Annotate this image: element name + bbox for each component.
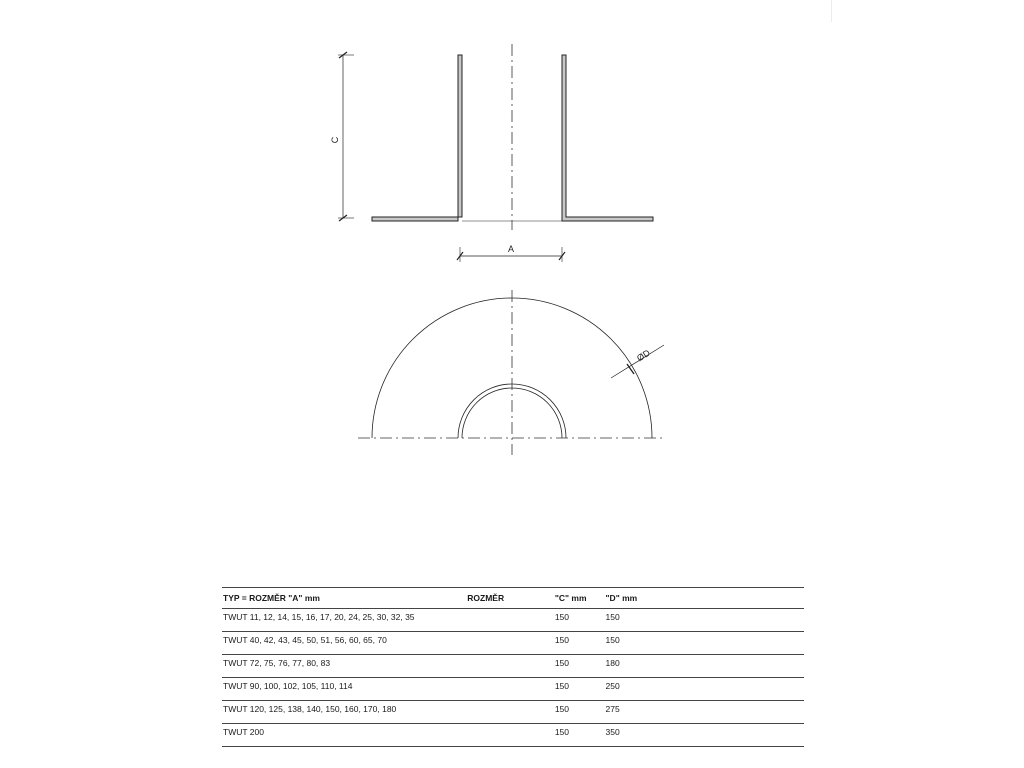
cell-rozmer — [466, 632, 554, 655]
cell-rozmer — [466, 655, 554, 678]
header-rozmer: ROZMĚR — [466, 588, 554, 609]
sleeve-profile — [372, 55, 462, 221]
cell-c: 150 — [554, 701, 605, 724]
sleeve-profile-right — [562, 55, 653, 221]
table-row — [222, 609, 804, 632]
cell-typ: TWUT 200 — [222, 724, 466, 747]
cell-typ: TWUT 72, 75, 76, 77, 80, 83 — [222, 655, 466, 678]
cell-d: 275 — [605, 701, 804, 724]
cell-rozmer — [466, 701, 554, 724]
header-c: "C" mm — [554, 588, 605, 609]
table-row — [222, 655, 804, 678]
cell-d: 250 — [605, 678, 804, 701]
dimension-table — [222, 587, 804, 747]
dim-d-label: ØD — [635, 347, 652, 364]
cell-rozmer — [466, 724, 554, 747]
table-row — [222, 632, 804, 655]
header-typ: TYP = ROZMĚR "A" mm — [222, 588, 466, 609]
table-header-row — [222, 588, 804, 609]
side-view — [330, 44, 653, 262]
dimension-c — [330, 52, 354, 221]
cell-typ: TWUT 90, 100, 102, 105, 110, 114 — [222, 678, 466, 701]
cell-c: 150 — [554, 609, 605, 632]
cell-c: 150 — [554, 724, 605, 747]
cell-typ: TWUT 120, 125, 138, 140, 150, 160, 170, 180 — [222, 701, 466, 724]
table-row — [222, 701, 804, 724]
table-row — [222, 678, 804, 701]
cell-c: 150 — [554, 678, 605, 701]
dim-a-label: A — [507, 244, 515, 254]
cell-d: 180 — [605, 655, 804, 678]
table-row — [222, 724, 804, 747]
cell-typ: TWUT 40, 42, 43, 45, 50, 51, 56, 60, 65, 70 — [222, 632, 466, 655]
cell-d: 150 — [605, 632, 804, 655]
cell-rozmer — [466, 678, 554, 701]
cell-d: 350 — [605, 724, 804, 747]
cell-rozmer — [466, 609, 554, 632]
cell-d: 150 — [605, 609, 804, 632]
header-d: "D" mm — [605, 588, 804, 609]
cell-c: 150 — [554, 632, 605, 655]
cell-c: 150 — [554, 655, 605, 678]
dimension-a — [457, 244, 565, 262]
dimension-d — [611, 345, 664, 378]
cell-typ: TWUT 11, 12, 14, 15, 16, 17, 20, 24, 25, 30, 32, 35 — [222, 609, 466, 632]
dim-c-label: C — [330, 136, 340, 144]
top-view — [358, 290, 666, 455]
